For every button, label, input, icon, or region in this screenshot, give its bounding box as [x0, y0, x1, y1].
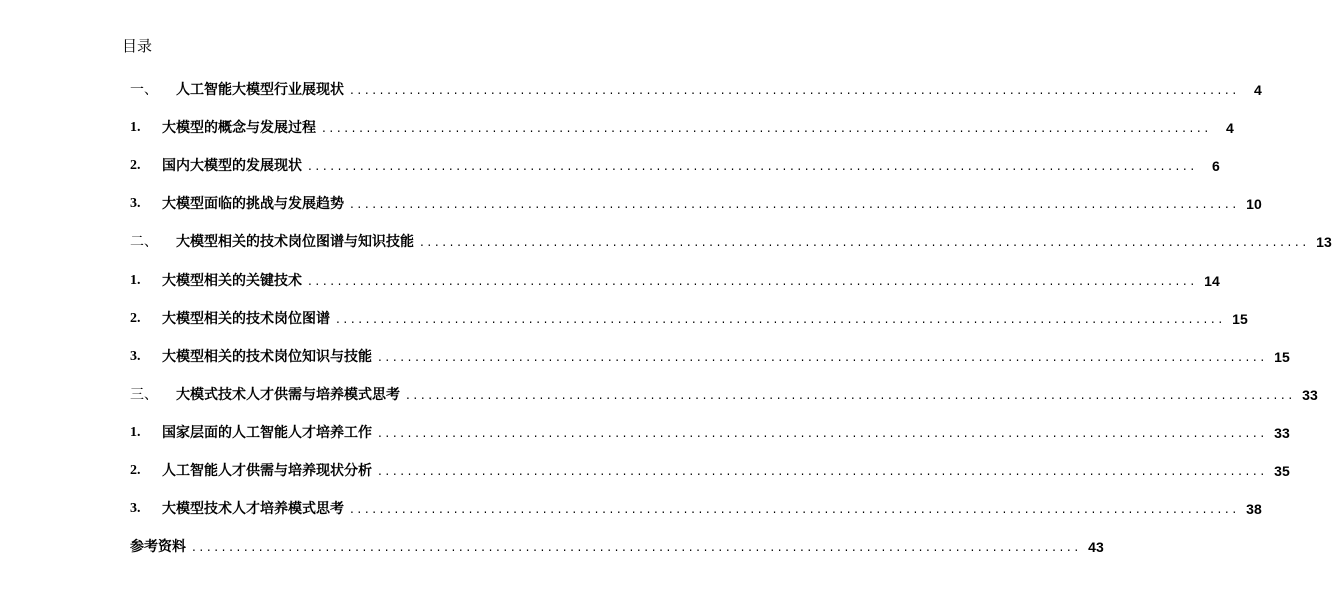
toc-entry-page-number: 38 — [1246, 501, 1262, 518]
dot-leader: ........................................................................................................................ — [420, 235, 1310, 250]
toc-entry-number: 1. — [130, 120, 141, 136]
toc-entry-label: 大模型技术人才培养模式思考 — [162, 501, 344, 518]
dot-leader: ........................................................................................................................ — [378, 425, 1268, 440]
toc-entry-page-number: 14 — [1204, 272, 1220, 289]
toc-entry-label: 人工智能人才供需与培养现状分析 — [162, 463, 372, 479]
toc-entry[interactable] — [130, 459, 1290, 481]
toc-entry-page-number: 33 — [1302, 386, 1318, 403]
toc-entry[interactable] — [130, 345, 1290, 367]
toc-entry-page-number: 15 — [1232, 310, 1248, 327]
toc-entry-page-number: 13 — [1316, 234, 1332, 251]
dot-leader: ........................................................................................................................ — [192, 540, 1082, 555]
toc-entry-label: 大模型相关的技术岗位图谱与知识技能 — [176, 234, 414, 251]
toc-title: 目录 — [122, 37, 153, 55]
dot-leader: ........................................................................................................................ — [308, 273, 1198, 288]
dot-leader: ........................................................................................................................ — [336, 311, 1226, 326]
toc-entry[interactable] — [130, 230, 1332, 252]
toc-entry-label: 大模型的概念与发展过程 — [162, 120, 316, 137]
dot-leader: ........................................................................................................................ — [322, 121, 1212, 136]
dot-leader: ........................................................................................................................ — [308, 159, 1198, 174]
toc-entry-number: 三、 — [130, 386, 158, 403]
dot-leader: ........................................................................................................................ — [350, 502, 1240, 517]
toc-entry-label: 参考资料 — [130, 539, 186, 556]
toc-entry-label: 大模型相关的关键技术 — [162, 272, 302, 289]
toc-entry[interactable] — [130, 497, 1262, 519]
dot-leader: ........................................................................................................................ — [350, 83, 1240, 97]
dot-leader: ........................................................................................................................ — [378, 349, 1268, 364]
toc-entry-page-number: 6 — [1211, 158, 1220, 175]
toc-entry[interactable] — [130, 192, 1262, 214]
toc-entry[interactable] — [130, 269, 1220, 291]
toc-entry-label: 国内大模型的发展现状 — [162, 158, 302, 175]
toc-entry-page-number: 4 — [1225, 120, 1234, 137]
dot-leader: ........................................................................................................................ — [378, 464, 1268, 478]
toc-entry[interactable] — [130, 535, 1104, 557]
dot-leader: ........................................................................................................................ — [350, 197, 1240, 212]
toc-entry-page-number: 4 — [1253, 82, 1262, 98]
toc-entry-page-number: 43 — [1088, 539, 1104, 556]
toc-entry-number: 2. — [130, 463, 141, 478]
toc-entry[interactable] — [130, 383, 1318, 405]
toc-entry-page-number: 33 — [1274, 424, 1290, 441]
toc-entry-number: 一、 — [130, 82, 158, 98]
toc-entry-number: 二、 — [130, 234, 158, 251]
toc-entry[interactable] — [130, 307, 1248, 329]
toc-entry-number: 2. — [130, 310, 141, 326]
toc-entry[interactable] — [130, 421, 1290, 443]
toc-entry-number: 1. — [130, 424, 141, 440]
toc-entry[interactable] — [130, 78, 1262, 100]
toc-entry-label: 大模式技术人才供需与培养模式思考 — [176, 386, 400, 403]
toc-entry-page-number: 35 — [1274, 463, 1290, 479]
dot-leader: ........................................................................................................................ — [406, 387, 1296, 402]
toc-entry-number: 3. — [130, 348, 141, 364]
toc-entry-number: 2. — [130, 158, 141, 174]
toc-entry-label: 国家层面的人工智能人才培养工作 — [162, 424, 372, 441]
toc-entry-label: 大模型相关的技术岗位图谱 — [162, 310, 330, 327]
toc-entry-number: 3. — [130, 501, 141, 517]
toc-entry-number: 1. — [130, 272, 141, 288]
toc-entry-page-number: 15 — [1274, 348, 1290, 365]
toc-entry-number: 3. — [130, 196, 141, 212]
toc-entry[interactable] — [130, 116, 1234, 138]
toc-entry-page-number: 10 — [1246, 196, 1262, 213]
toc-entry-label: 大模型面临的挑战与发展趋势 — [162, 196, 344, 213]
toc-entry-label: 大模型相关的技术岗位知识与技能 — [162, 348, 372, 365]
toc-entry-label: 人工智能大模型行业展现状 — [176, 82, 344, 98]
toc-entry[interactable] — [130, 154, 1220, 176]
